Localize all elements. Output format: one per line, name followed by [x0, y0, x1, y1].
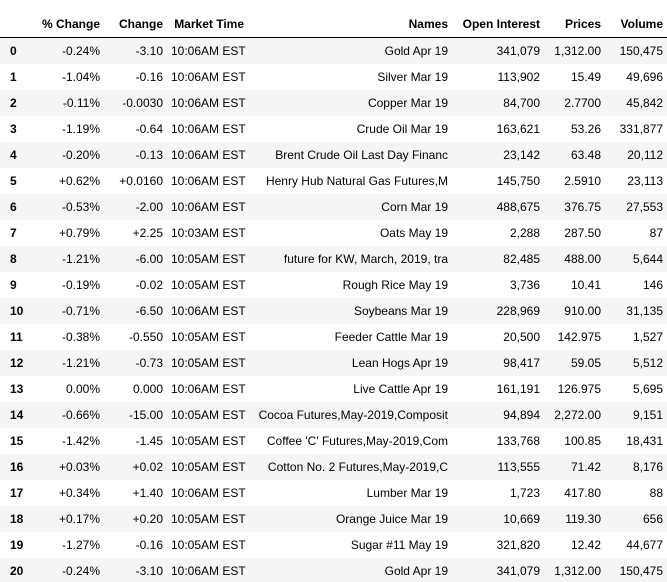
cell-change: -2.00 — [135, 200, 163, 214]
cell-volume: 9,151 — [632, 408, 663, 422]
cell-volume: 88 — [649, 486, 663, 500]
cell-change: -6.00 — [135, 252, 163, 266]
cell-name: Orange Juice Mar 19 — [335, 512, 448, 526]
cell-volume: 27,553 — [626, 200, 663, 214]
cell-volume: 5,695 — [632, 382, 663, 396]
cell-change: -15.00 — [128, 408, 163, 422]
cell-name: Gold Apr 19 — [384, 564, 448, 578]
table-row — [0, 324, 667, 350]
cell-open-interest: 161,191 — [496, 382, 540, 396]
cell-price: 1,312.00 — [554, 564, 601, 578]
row-index: 10 — [10, 304, 24, 318]
cell-change: -0.13 — [135, 148, 163, 162]
row-index: 4 — [10, 148, 17, 162]
cell-name: Crude Oil Mar 19 — [356, 122, 448, 136]
cell-market-time: 10:06AM EST — [171, 304, 246, 318]
table-row — [0, 272, 667, 298]
cell-market-time: 10:06AM EST — [171, 96, 246, 110]
cell-volume: 23,113 — [627, 174, 663, 188]
cell-price: 100.85 — [564, 434, 601, 448]
cell-pct-change: -0.19% — [61, 278, 100, 292]
cell-price: 2.5910 — [564, 174, 601, 188]
cell-price: 53.26 — [570, 122, 601, 136]
cell-name: Sugar #11 May 19 — [350, 538, 448, 552]
cell-pct-change: -1.19% — [61, 122, 100, 136]
cell-change: -3.10 — [135, 44, 163, 58]
table-row — [0, 246, 667, 272]
row-index: 1 — [10, 70, 17, 84]
cell-pct-change: -1.21% — [61, 356, 100, 370]
cell-change: -6.50 — [135, 304, 163, 318]
row-index: 14 — [10, 408, 24, 422]
cell-market-time: 10:06AM EST — [171, 44, 246, 58]
table-row — [0, 402, 667, 428]
table-row — [0, 350, 667, 376]
cell-name: Gold Apr 19 — [384, 44, 448, 58]
table-row — [0, 142, 667, 168]
cell-market-time: 10:05AM EST — [171, 408, 246, 422]
row-index: 9 — [10, 278, 17, 292]
cell-price: 488.00 — [564, 252, 601, 266]
cell-name: future for KW, March, 2019, tra — [283, 252, 448, 266]
cell-name: Live Cattle Apr 19 — [353, 382, 448, 396]
cell-volume: 150,475 — [619, 564, 663, 578]
table-header — [0, 11, 667, 38]
table-row — [0, 38, 667, 65]
table-row — [0, 428, 667, 454]
cell-change: -0.02 — [135, 278, 163, 292]
cell-change: -0.16 — [135, 538, 163, 552]
cell-volume: 20,112 — [627, 148, 663, 162]
cell-price: 119.30 — [565, 512, 601, 526]
cell-volume: 31,135 — [626, 304, 663, 318]
cell-pct-change: -0.71% — [61, 304, 100, 318]
row-index: 8 — [10, 252, 17, 266]
cell-price: 2.7700 — [564, 96, 601, 110]
cell-change: -0.0030 — [122, 96, 163, 110]
column-header-change: Change — [104, 11, 167, 38]
cell-open-interest: 23,142 — [503, 148, 540, 162]
cell-open-interest: 98,417 — [503, 356, 540, 370]
column-header-market-time: Market Time — [167, 11, 248, 38]
cell-market-time: 10:05AM EST — [171, 434, 246, 448]
cell-price: 910.00 — [564, 304, 601, 318]
cell-name: Brent Crude Oil Last Day Financ — [275, 148, 448, 162]
cell-change: +0.0160 — [119, 174, 163, 188]
cell-open-interest: 3,736 — [509, 278, 540, 292]
cell-change: -0.64 — [135, 122, 163, 136]
cell-price: 376.75 — [564, 200, 601, 214]
table-row — [0, 480, 667, 506]
cell-open-interest: 145,750 — [496, 174, 540, 188]
cell-market-time: 10:06AM EST — [171, 174, 246, 188]
cell-pct-change: +0.03% — [58, 460, 100, 474]
commodities-table — [0, 11, 667, 582]
cell-pct-change: +0.79% — [58, 226, 100, 240]
cell-volume: 45,842 — [626, 96, 663, 110]
cell-open-interest: 488,675 — [496, 200, 540, 214]
cell-pct-change: -0.53% — [61, 200, 100, 214]
cell-volume: 656 — [642, 512, 663, 526]
cell-market-time: 10:06AM EST — [171, 70, 246, 84]
table-row — [0, 454, 667, 480]
cell-change: +2.25 — [132, 226, 163, 240]
row-index: 7 — [10, 226, 17, 240]
cell-name: Cotton No. 2 Futures,May-2019,C — [267, 460, 448, 474]
row-index: 13 — [10, 382, 24, 396]
row-index: 5 — [10, 174, 17, 188]
cell-price: 126.975 — [557, 382, 601, 396]
cell-change: -0.550 — [128, 330, 163, 344]
cell-name: Corn Mar 19 — [381, 200, 448, 214]
cell-change: +0.20 — [132, 512, 163, 526]
cell-volume: 18,431 — [626, 434, 663, 448]
header-row — [0, 11, 667, 38]
cell-volume: 146 — [642, 278, 663, 292]
cell-change: -3.10 — [135, 564, 163, 578]
table-body — [0, 38, 667, 582]
cell-price: 10.41 — [570, 278, 601, 292]
table-row — [0, 116, 667, 142]
cell-volume: 5,644 — [632, 252, 663, 266]
cell-price: 142.975 — [557, 330, 601, 344]
column-header-prices: Prices — [544, 11, 605, 38]
cell-price: 63.48 — [570, 148, 601, 162]
cell-market-time: 10:05AM EST — [171, 356, 246, 370]
cell-pct-change: -0.38% — [61, 330, 100, 344]
column-header-open-interest: Open Interest — [452, 11, 544, 38]
cell-open-interest: 341,079 — [496, 564, 540, 578]
cell-open-interest: 94,894 — [503, 408, 540, 422]
cell-market-time: 10:05AM EST — [171, 460, 246, 474]
cell-price: 287.50 — [564, 226, 601, 240]
cell-pct-change: -0.66% — [61, 408, 100, 422]
cell-market-time: 10:05AM EST — [171, 538, 246, 552]
cell-pct-change: -0.20% — [61, 148, 100, 162]
table-row — [0, 220, 667, 246]
cell-pct-change: -0.24% — [61, 44, 100, 58]
cell-pct-change: +0.34% — [58, 486, 100, 500]
cell-open-interest: 84,700 — [503, 96, 540, 110]
cell-price: 59.05 — [570, 356, 601, 370]
cell-name: Lumber Mar 19 — [366, 486, 448, 500]
table-row — [0, 558, 667, 582]
cell-open-interest: 133,768 — [496, 434, 540, 448]
cell-name: Rough Rice May 19 — [342, 278, 448, 292]
table-row — [0, 64, 667, 90]
table-row — [0, 506, 667, 532]
cell-change: +1.40 — [132, 486, 163, 500]
cell-price: 12.42 — [570, 538, 601, 552]
row-index: 16 — [10, 460, 24, 474]
cell-pct-change: -1.04% — [61, 70, 100, 84]
cell-price: 417.80 — [564, 486, 601, 500]
row-index: 17 — [10, 486, 24, 500]
cell-name: Oats May 19 — [379, 226, 448, 240]
column-header-index — [0, 11, 30, 38]
cell-price: 15.49 — [570, 70, 601, 84]
cell-volume: 5,512 — [632, 356, 663, 370]
column-header-names: Names — [248, 11, 452, 38]
cell-market-time: 10:06AM EST — [171, 564, 246, 578]
cell-volume: 8,176 — [632, 460, 663, 474]
cell-change: 0.000 — [132, 382, 163, 396]
cell-volume: 49,696 — [626, 70, 663, 84]
cell-name: Soybeans Mar 19 — [353, 304, 448, 318]
row-index: 11 — [10, 330, 23, 344]
cell-name: Feeder Cattle Mar 19 — [334, 330, 448, 344]
row-index: 15 — [10, 434, 24, 448]
table-row — [0, 532, 667, 558]
cell-change: +0.02 — [132, 460, 163, 474]
cell-volume: 150,475 — [619, 44, 663, 58]
cell-change: -0.16 — [135, 70, 163, 84]
cell-name: Silver Mar 19 — [377, 70, 448, 84]
cell-open-interest: 113,902 — [497, 70, 540, 84]
cell-change: -1.45 — [135, 434, 163, 448]
row-index: 19 — [10, 538, 24, 552]
cell-open-interest: 20,500 — [503, 330, 540, 344]
cell-open-interest: 228,969 — [496, 304, 540, 318]
cell-market-time: 10:05AM EST — [171, 330, 246, 344]
cell-name: Henry Hub Natural Gas Futures,M — [265, 174, 448, 188]
cell-open-interest: 10,669 — [503, 512, 540, 526]
cell-volume: 44,677 — [626, 538, 663, 552]
cell-market-time: 10:06AM EST — [171, 486, 246, 500]
cell-pct-change: -1.27% — [61, 538, 100, 552]
cell-pct-change: -0.11% — [62, 96, 100, 110]
cell-market-time: 10:06AM EST — [171, 148, 246, 162]
cell-open-interest: 1,723 — [509, 486, 540, 500]
row-index: 20 — [10, 564, 24, 578]
cell-name: Lean Hogs Apr 19 — [351, 356, 448, 370]
cell-name: Copper Mar 19 — [367, 96, 448, 110]
cell-pct-change: +0.62% — [58, 174, 100, 188]
cell-market-time: 10:05AM EST — [171, 278, 246, 292]
cell-pct-change: -0.24% — [61, 564, 100, 578]
cell-volume: 87 — [649, 226, 663, 240]
row-index: 3 — [10, 122, 17, 136]
cell-market-time: 10:06AM EST — [171, 122, 246, 136]
cell-price: 2,272.00 — [554, 408, 601, 422]
cell-price: 71.42 — [570, 460, 601, 474]
table-row — [0, 90, 667, 116]
cell-market-time: 10:06AM EST — [171, 200, 246, 214]
cell-market-time: 10:05AM EST — [171, 252, 246, 266]
cell-market-time: 10:05AM EST — [171, 512, 246, 526]
cell-open-interest: 163,621 — [496, 122, 540, 136]
table-row — [0, 376, 667, 402]
cell-volume: 1,527 — [632, 330, 663, 344]
cell-pct-change: +0.17% — [58, 512, 100, 526]
cell-pct-change: -1.21% — [61, 252, 100, 266]
column-header-volume: Volume — [605, 11, 667, 38]
table-row — [0, 298, 667, 324]
row-index: 12 — [10, 356, 24, 370]
column-header-pct-change: % Change — [30, 11, 104, 38]
cell-volume: 331,877 — [619, 122, 663, 136]
cell-market-time: 10:03AM EST — [171, 226, 246, 240]
cell-open-interest: 113,555 — [497, 460, 540, 474]
cell-price: 1,312.00 — [554, 44, 601, 58]
cell-change: -0.73 — [135, 356, 163, 370]
cell-pct-change: -1.42% — [61, 434, 100, 448]
cell-pct-change: 0.00% — [65, 382, 100, 396]
cell-name: Coffee 'C' Futures,May-2019,Com — [266, 434, 448, 448]
row-index: 18 — [10, 512, 24, 526]
cell-open-interest: 341,079 — [496, 44, 540, 58]
row-index: 6 — [10, 200, 17, 214]
cell-open-interest: 321,820 — [496, 538, 540, 552]
cell-name: Cocoa Futures,May-2019,Composit — [258, 408, 448, 422]
cell-open-interest: 82,485 — [503, 252, 540, 266]
table-row — [0, 168, 667, 194]
cell-open-interest: 2,288 — [509, 226, 540, 240]
cell-market-time: 10:06AM EST — [171, 382, 246, 396]
table-row — [0, 194, 667, 220]
row-index: 0 — [10, 44, 17, 58]
row-index: 2 — [10, 96, 17, 110]
